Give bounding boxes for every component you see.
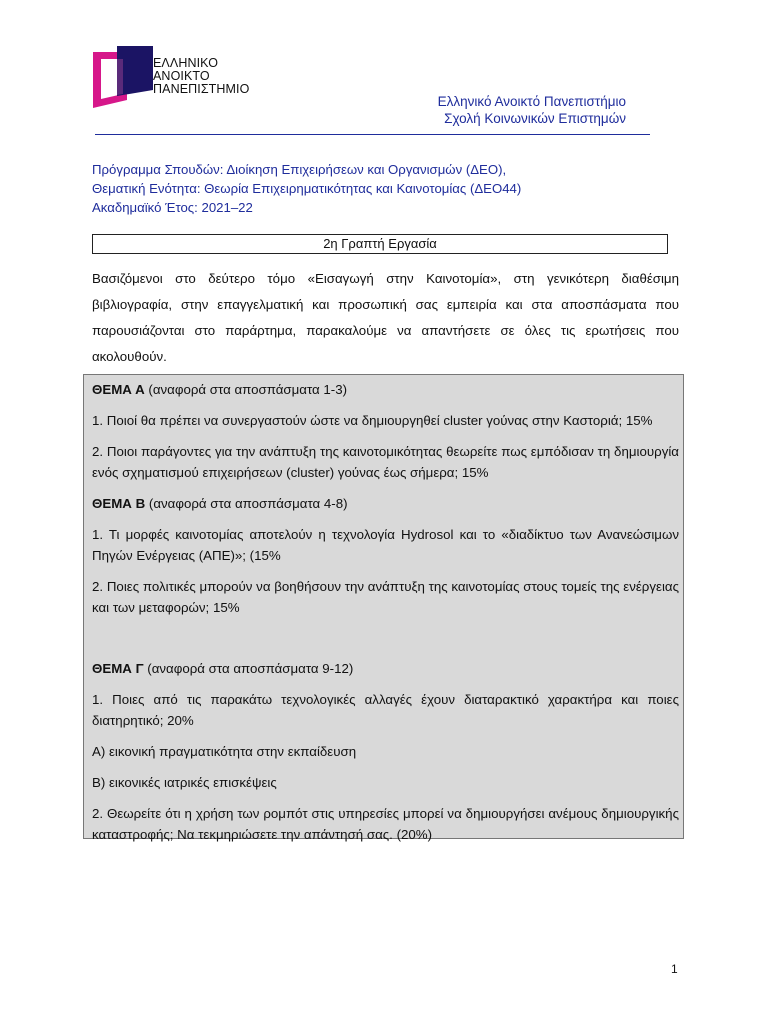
topic-b-question-1: 1. Τι μορφές καινοτομίας αποτελούν η τεχνολογία Hydrosol και το «διαδίκτυο των Ανανεώσιμων Πηγών Ενέργειας (ΑΠΕ)»; (15% <box>92 527 679 563</box>
program-line-1: Πρόγραμμα Σπουδών: Διοίκηση Επιχειρήσεων και Οργανισμών (ΔΕΟ), <box>92 162 507 177</box>
header-divider <box>95 134 650 135</box>
institution-header <box>438 93 626 127</box>
topic-c-question-2: 2. Θεωρείτε ότι η χρήση των ρομπότ στις υπηρεσίες μπορεί να δημιουργήσει ανέμους δημιουργικής καταστροφής; Να τεκμηριώσετε την απάντησή σας. (20%) <box>92 806 679 842</box>
topics-box <box>83 374 684 842</box>
page-number: 1 <box>671 962 678 976</box>
topic-c-label: ΘΕΜΑ Γ <box>92 661 144 676</box>
topic-c-option-a: Α) εικονική πραγματικότητα στην εκπαίδευση <box>92 744 357 759</box>
topic-b-heading <box>92 493 679 514</box>
school-name: Σχολή Κοινωνικών Επιστημών <box>444 111 626 126</box>
topic-b-label: ΘΕΜΑ Β <box>92 496 146 511</box>
program-line-3: Ακαδημαϊκό Έτος: 2021–22 <box>92 200 253 215</box>
logo-line-2: ΑΝΟΙΚΤΟ <box>153 69 210 83</box>
intro-paragraph: Βασιζόμενοι στο δεύτερο τόμο «Εισαγωγή στην Καινοτομία», στη γενικότερη διαθέσιμη βιβλιογραφία, στην επαγγελματική και προσωπική σας εμπειρία και στα αποσπάσματα που παρουσιάζονται στο παράρτημα, παρακαλούμε να απαντήσετε σε όλες τις ερωτήσεις που ακολουθούν. <box>92 271 679 364</box>
topic-c-question-1: 1. Ποιες από τις παρακάτω τεχνολογικές αλλαγές έχουν διαταρακτικό χαρακτήρα και ποιες διατηρητικό; 20% <box>92 692 679 728</box>
topic-a-label: ΘΕΜΑ Α <box>92 382 145 397</box>
topic-a-heading <box>92 379 679 400</box>
program-info <box>92 160 521 217</box>
topic-c-ref: (αναφορά στα αποσπάσματα 9-12) <box>143 661 354 676</box>
logo-wordmark <box>153 57 249 96</box>
topic-a-question-1: 1. Ποιοί θα πρέπει να συνεργαστούν ώστε να δημιουργηθεί cluster γούνας στην Καστοριά; 15% <box>92 413 653 428</box>
university-name: Ελληνικό Ανοικτό Πανεπιστήμιο <box>437 94 626 109</box>
topic-b-question-2: 2. Ποιες πολιτικές μπορούν να βοηθήσουν την ανάπτυξη της καινοτομίας στους τομείς της ενέργειας και των μεταφορών; 15% <box>92 579 679 615</box>
topic-b-ref: (αναφορά στα αποσπάσματα 4-8) <box>145 496 348 511</box>
program-line-2: Θεματική Ενότητα: Θεωρία Επιχειρηματικότητας και Καινοτομίας (ΔΕΟ44) <box>92 181 522 196</box>
logo-line-3: ΠΑΝΕΠΙΣΤΗΜΙΟ <box>153 82 250 96</box>
university-logo-mark-icon <box>93 46 155 108</box>
topic-c-option-b: Β) εικονικές ιατρικές επισκέψεις <box>92 775 277 790</box>
assignment-title: 2η Γραπτή Εργασία <box>92 234 668 254</box>
topic-a-ref: (αναφορά στα αποσπάσματα 1-3) <box>144 382 348 397</box>
topic-c-heading <box>92 658 679 679</box>
university-logo <box>93 46 263 108</box>
topic-a-question-2: 2. Ποιοι παράγοντες για την ανάπτυξη της καινοτομικότητας θεωρείτε πως εμπόδισαν τη δημιουργία ενός σχηματισμού επιχειρήσεων (cluster) γούνας έως σήμερα; 15% <box>92 444 679 480</box>
logo-line-1: ΕΛΛΗΝΙΚΟ <box>153 56 219 70</box>
